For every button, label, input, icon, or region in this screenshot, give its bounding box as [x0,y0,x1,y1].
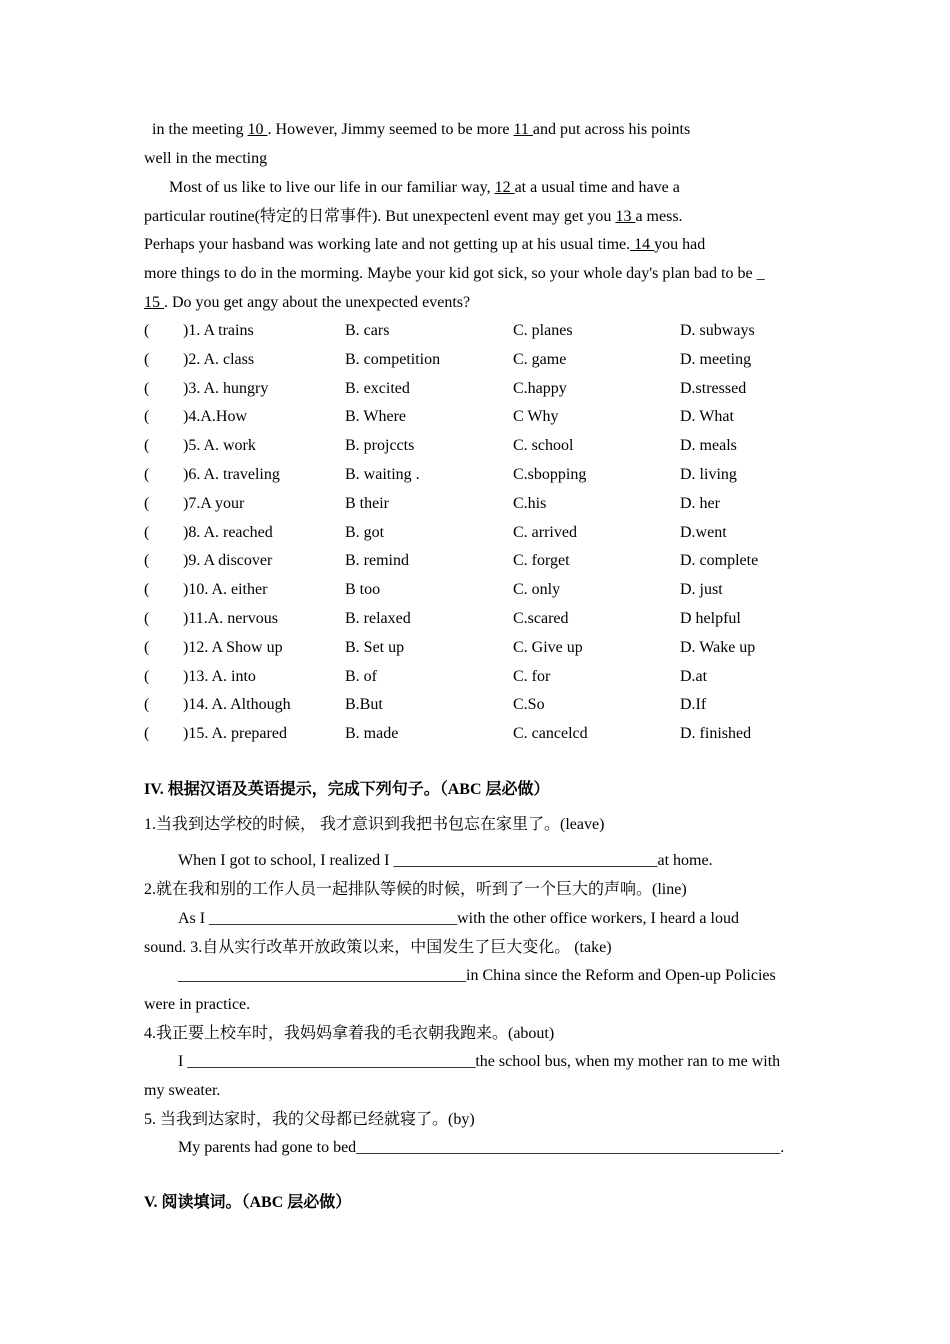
sentence-5-answer [178,1138,784,1158]
option-c: C. cancelcd [513,725,588,743]
option-d: D.at [680,667,708,685]
answer-blank[interactable]: _____________________________________________________ [356,1139,781,1156]
option-d: D.stressed [680,379,747,397]
answer-paren[interactable]: ( [144,379,150,397]
sentence-text: with the other office workers, I heard a loud [457,910,739,927]
answer-paren[interactable]: ( [144,638,150,656]
passage-text: particular routine(特定的日常事件). But unexpectenl event may get you [144,208,616,225]
passage-text: more things to do in the morming. Maybe your kid got sick, so your whole day's plan bad to be [144,265,757,282]
option-a: )5. A. work [183,437,256,455]
blank-10: 10 [247,121,268,138]
passage-line-1 [152,120,690,140]
sentence-text: When I got to school, I realized I [178,852,394,869]
answer-paren[interactable]: ( [144,523,150,541]
option-b: B. relaxed [345,610,411,627]
sentence-3-continued: were in practice. [144,996,251,1013]
option-a: )10. A. either [183,581,268,599]
option-a: )14. A. Although [183,696,291,714]
sentence-2-prompt: 2.就在我和别的工作人员一起排队等候的时候，听到了一个巨大的声响。(line) [144,881,687,898]
answer-paren[interactable]: ( [144,725,150,743]
sentence-4-prompt: 4.我正要上校车时，我妈妈拿着我的毛衣朝我跑来。(about) [144,1025,555,1042]
option-a: )8. A. reached [183,523,273,541]
answer-blank[interactable]: ____________________________________ [178,967,466,984]
passage-line-2 [144,149,267,169]
option-b: B their [345,494,389,512]
answer-blank[interactable]: _________________________________ [393,852,658,869]
passage-line-3 [169,178,680,198]
passage-text: well in the mecting [144,150,268,167]
section-5-title: V. 阅读填词。（ABC 层必做） [144,1194,352,1211]
option-d: D. finished [680,725,752,743]
blank-14: 14 [630,236,655,253]
option-b: B. cars [345,322,390,339]
option-a: )11.A. nervous [183,610,278,627]
answer-blank[interactable]: ____________________________________ [187,1053,476,1070]
option-d: D. What [680,408,734,426]
passage-text: Most of us like to live our life in our familiar way, [169,179,495,196]
option-d: D. complete [680,552,759,570]
option-c: C. game [513,350,567,368]
option-c: C.happy [513,379,567,397]
blank-11: 11 [513,121,533,138]
sentence-4-answer [178,1052,780,1072]
answer-paren[interactable]: ( [144,466,150,483]
answer-paren[interactable]: ( [144,437,150,455]
passage-text: . Do you get angy about the unexpected events? [164,294,471,311]
passage-line-4 [144,207,683,227]
option-b: B. Where [345,408,407,426]
option-a: )13. A. into [183,667,256,685]
answer-paren[interactable]: ( [144,610,150,627]
option-d: D. subways [680,322,755,339]
answer-paren[interactable]: ( [144,581,150,599]
option-d: D helpful [680,610,741,627]
option-d: D. Wake up [680,638,756,656]
option-b: B. waiting . [345,466,420,483]
passage-text: in the meeting [152,121,248,138]
passage-line-5 [144,235,705,255]
option-a: )12. A Show up [183,638,283,656]
sentence-text: My parents had gone to bed [178,1139,357,1156]
blank-12: 12 [494,179,515,196]
option-a: )15. A. prepared [183,725,287,743]
option-d: D. meeting [680,350,752,368]
option-c: C. school [513,437,574,455]
option-b: B too [345,581,381,599]
option-d: D.went [680,523,727,541]
option-b: B. Set up [345,638,405,656]
answer-paren[interactable]: ( [144,350,150,368]
option-c: C. planes [513,322,573,339]
option-a: )4.A.How [183,408,247,426]
sentence-text: in China since the Reform and Open-up Policies [466,967,776,984]
option-a: )6. A. traveling [183,466,280,483]
option-c: C. Give up [513,638,583,656]
sentence-text: . [780,1139,785,1156]
sentence-1-prompt: 1.当我到达学校的时候， 我才意识到我把书包忘在家里了。(leave) [144,816,605,833]
option-c: C. forget [513,552,570,570]
option-c: C. only [513,581,561,599]
blank-13: 13 [615,208,636,225]
answer-paren[interactable]: ( [144,667,150,685]
sentence-4-continued: my sweater. [144,1082,221,1099]
answer-paren[interactable]: ( [144,494,150,512]
option-b: B.But [345,696,383,714]
passage-text: . However, Jimmy seemed to be more [267,121,514,138]
option-a: )3. A. hungry [183,379,269,397]
passage-text: at a usual time and have a [514,179,680,196]
sentence-2-answer [178,909,739,929]
answer-paren[interactable]: ( [144,696,150,714]
option-b: B. remind [345,552,409,570]
option-d: D. meals [680,437,737,455]
option-d: D.If [680,696,707,714]
option-b: B. of [345,667,377,685]
option-b: B. competition [345,350,441,368]
sentence-text: at home. [657,852,713,869]
answer-paren[interactable]: ( [144,552,150,570]
sentence-5-prompt: 5. 当我到达家时，我的父母都已经就寝了。(by) [144,1111,475,1128]
option-c: C.sbopping [513,466,587,483]
option-c: C.So [513,696,545,714]
sentence-text: I [178,1053,188,1070]
option-a: )7.A your [183,494,245,512]
option-c: C.his [513,494,547,512]
option-c: C.scared [513,610,569,627]
option-a: )9. A discover [183,552,273,570]
option-c: C. arrived [513,523,577,541]
passage-text: you had [654,236,706,253]
option-b: B. got [345,523,385,541]
option-d: D. just [680,581,723,599]
option-d: D. living [680,466,737,483]
option-b: B. excited [345,379,410,397]
option-b: B. made [345,725,399,743]
sentence-1-answer [178,851,713,871]
passage-text: _ [756,265,765,282]
answer-blank[interactable]: _______________________________ [209,910,458,927]
sentence-text: As I [178,910,210,927]
section-4-title: IV. 根据汉语及英语提示，完成下列句子。（ABC 层必做） [144,781,550,798]
passage-line-6 [144,264,765,284]
option-d: D. her [680,494,720,512]
sentence-text: the school bus, when my mother ran to me with [475,1053,781,1070]
answer-paren[interactable]: ( [144,408,150,426]
passage-line-7 [144,293,470,313]
passage-text: and put across his points [532,121,691,138]
passage-text: a mess. [635,208,683,225]
passage-text: Perhaps your hasband was working late and not getting up at his usual time. [144,236,631,253]
option-a: )2. A. class [183,350,255,368]
blank-15: 15 [144,294,164,311]
answer-paren[interactable]: ( [144,322,150,339]
sentence-3-prompt: sound. 3.自从实行改革开放政策以来，中国发生了巨大变化。 (take) [144,939,612,956]
option-c: C Why [513,408,559,426]
option-a: )1. A trains [183,322,254,339]
option-c: C. for [513,667,551,685]
option-b: B. projccts [345,437,415,455]
sentence-3-answer [178,966,776,986]
